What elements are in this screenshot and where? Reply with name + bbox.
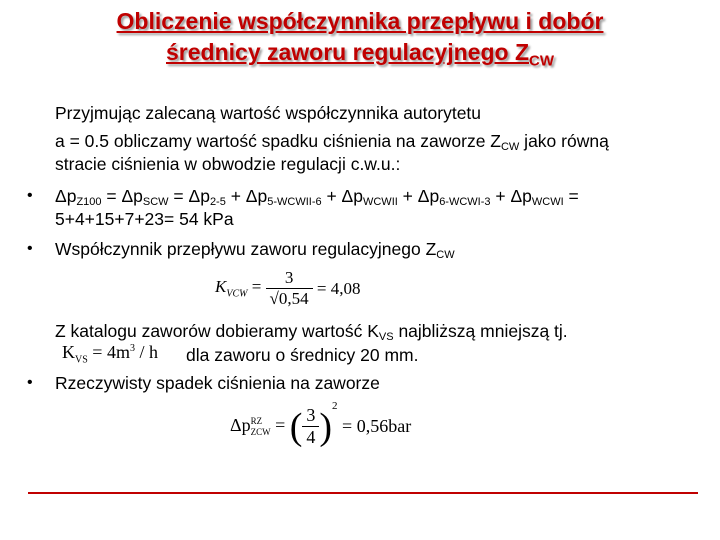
title-line-1: Obliczenie współczynnika przepływu i dobór [116,8,604,34]
pressure-drop-heading: Rzeczywisty spadek ciśnienia na zaworze [55,373,380,393]
title-subscript: CW [529,52,554,70]
bullet-marker-2: • [27,240,33,257]
pressure-equation: $\Delta p_{Z100} = \Delta p_{SCW} = \Delta p_{2-5} + \Delta p_{5-WCWII-6} + \Delta p_{WCWII} + \Delta p_{6-WCWI-3} + \Delta p_{WCWI}$ = [55,186,579,208]
slide-title [40,6,680,77]
bullet-marker-3: • [27,374,33,391]
kvcw-formula: $K_{VCW}$ = $\frac{3}{√0,54}$ = 4,08 [215,268,361,308]
pressure-drop-formula: ΔpRZ ZCW = ( $\frac{3}{4}$ )$^2$ = 0,56bar [230,400,412,448]
para2-line1: Z katalogu zaworów dobieramy wartość $K_{VS}$ najbliższą mniejszą tj. [55,321,568,343]
para1-line1: Przyjmując zalecaną wartość współczynnika autorytetu [55,103,482,123]
title-line-2: średnicy zaworu regulacyjnego Z [166,39,529,65]
bottom-divider [28,492,698,494]
para1-line2-sub: CW [500,141,520,153]
bullet-marker-1: • [27,187,33,204]
kvs-formula: $K_{VS} = 4m^3 / h$ [62,342,158,366]
flow-coefficient-heading: Współczynnik przepływu zaworu regulacyjnego $Z_{CW}$ [55,239,455,261]
para1-line2-end: jako równą [519,131,609,151]
para1-line2-text: a = 0.5 obliczamy wartość spadku ciśnienia na zaworze Z [55,131,501,151]
para1-line3: stracie ciśnienia w obwodzie regulacji c.w.u.: [55,154,401,174]
pressure-equation-result: 5+4+15+7+23= 54 kPa [55,209,234,229]
para2-line2: dla zaworu o średnicy 20 mm. [186,345,419,365]
